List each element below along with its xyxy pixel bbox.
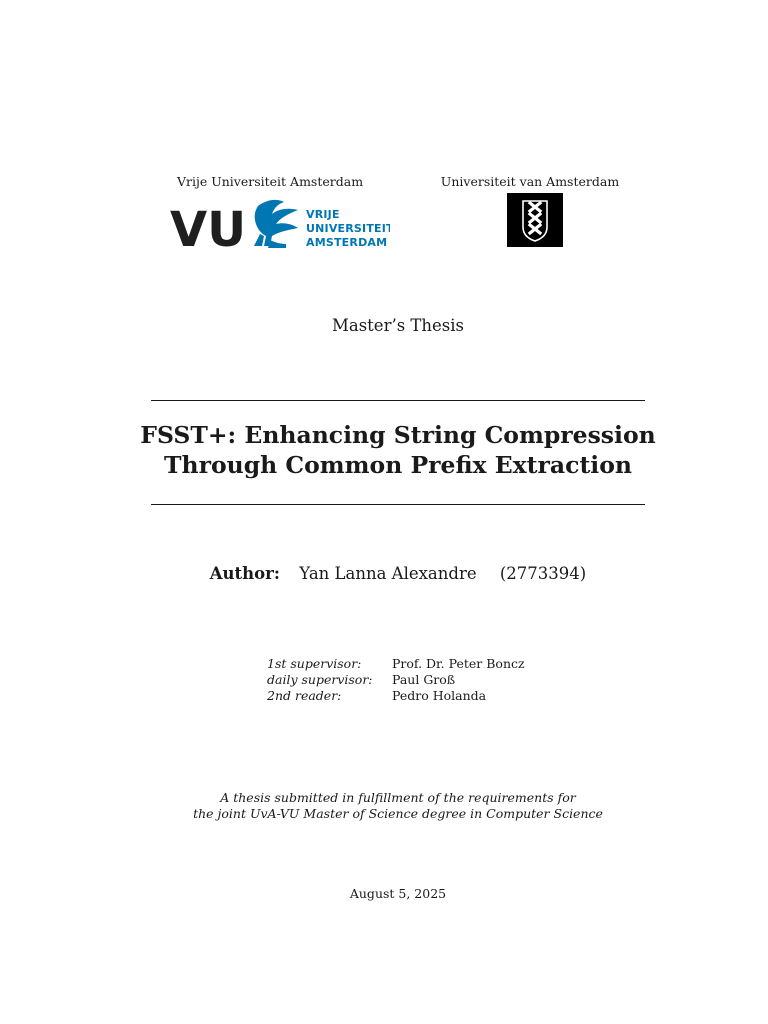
requirements-statement — [100, 790, 696, 822]
title-rule-bottom — [151, 504, 645, 505]
thesis-type: Master’s Thesis — [331, 316, 465, 335]
uva-crosses-shield-icon — [507, 193, 563, 247]
vu-logo-word-2: UNIVERSITEIT — [306, 222, 390, 235]
supervisor-name-2: Paul Groß — [392, 672, 456, 687]
requirements-line-1: A thesis submitted in fulfillment of the requirements for — [220, 790, 576, 805]
submission-date: August 5, 2025 — [349, 886, 447, 901]
supervisor-role-2: daily supervisor: — [267, 672, 373, 687]
author-row — [0, 564, 768, 583]
title-rule-top — [151, 400, 645, 401]
thesis-title — [100, 420, 696, 480]
author-name: Yan Lanna Alexandre — [299, 564, 477, 583]
vu-logo-word-3: AMSTERDAM — [306, 236, 388, 249]
vu-logo-mark: VU — [170, 202, 247, 252]
vu-university-name: Vrije Universiteit Amsterdam — [176, 174, 364, 189]
vu-logo — [170, 196, 390, 252]
thesis-title-line-2: Through Common Prefix Extraction — [164, 451, 632, 479]
vu-logo-word-1: VRIJE — [306, 208, 340, 221]
requirements-line-2: the joint UvA-VU Master of Science degree in Computer Science — [193, 806, 603, 821]
supervisor-role-1: 1st supervisor: — [267, 656, 362, 671]
author-student-id: (2773394) — [499, 564, 587, 583]
uva-logo — [507, 193, 563, 247]
uva-university-name: Universiteit van Amsterdam — [440, 174, 620, 189]
author-label: Author: — [209, 564, 280, 583]
vu-griffin-icon — [254, 200, 298, 248]
thesis-title-line-1: FSST+: Enhancing String Compression — [140, 421, 656, 449]
supervisor-name-1: Prof. Dr. Peter Boncz — [392, 656, 525, 671]
supervisor-name-3: Pedro Holanda — [392, 688, 487, 703]
supervisor-role-3: 2nd reader: — [267, 688, 342, 703]
